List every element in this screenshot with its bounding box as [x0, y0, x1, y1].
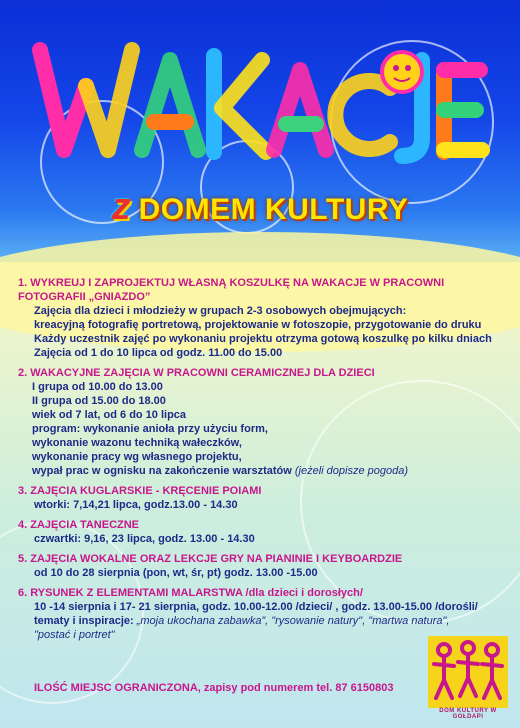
activities-list — [18, 276, 514, 648]
section-heading: 1. WYKREUJ I ZAPROJEKTUJ WŁASNĄ KOSZULKĘ NA WAKACJE W PRACOWNI FOTOGRAFII „GNIAZDO” — [18, 277, 445, 303]
section-line: wtorki: 7,14,21 lipca, godz.13.00 - 14.30 — [34, 499, 238, 511]
section-2 — [18, 366, 514, 478]
section-5 — [18, 552, 514, 580]
section-line: I grupa od 10.00 do 13.00 — [32, 381, 163, 393]
themes-list: „moja ukochana zabawka”, "rysowanie natury", "martwa natura", — [136, 615, 450, 627]
section-line: Zajęcia od 1 do 10 lipca od godz. 11.00 do 15.00 — [34, 347, 283, 359]
section-body — [18, 304, 514, 360]
section-line: Każdy uczestnik zajęć po wykonaniu projektu otrzyma gotową koszulkę po kilku dniach — [34, 333, 492, 345]
section-3 — [18, 484, 514, 512]
section-body — [18, 532, 514, 546]
section-line-text: wypał prac w ognisku na zakończenie warsztatów — [32, 465, 292, 477]
subtitle — [0, 186, 520, 229]
weather-note: (jeżeli dopisze pogoda) — [294, 465, 408, 477]
header-banner — [0, 0, 520, 262]
section-line — [32, 464, 514, 478]
section-line: Zajęcia dla dzieci i młodzieży w grupach 2-3 osobowych obejmujących: — [34, 305, 407, 317]
footer-registration: ILOŚĆ MIEJSC OGRANICZONA, zapisy pod numerem tel. 87 6150803 — [34, 682, 394, 694]
section-line: kreacyjną fotografię portretową, projektowanie w fotoszopie, przygotowanie do druku — [34, 319, 482, 331]
subtitle-domem-kultury: DOMEM KULTURY — [138, 193, 409, 226]
section-4 — [18, 518, 514, 546]
section-line: od 10 do 28 sierpnia (pon, wt, śr, pt) godz. 13.00 -15.00 — [34, 567, 318, 579]
section-line: wykonanie pracy wg własnego projektu, — [32, 451, 242, 463]
wakacje-title-logo — [30, 30, 490, 170]
section-line: wykonanie wazonu techniką wałeczków, — [32, 437, 242, 449]
section-body — [18, 566, 514, 580]
themes-label: tematy i inspiracje: — [34, 615, 134, 627]
subtitle-z: z — [111, 186, 131, 228]
section-heading: 2. WAKACYJNE ZAJĘCIA W PRACOWNI CERAMICZNEJ DLA DZIECI — [18, 367, 375, 379]
section-line — [34, 614, 514, 628]
sun-emblem-icon — [382, 52, 422, 92]
section-line: wiek od 7 lat, od 6 do 10 lipca — [32, 409, 187, 421]
section-6 — [18, 586, 514, 642]
logo-caption: DOM KULTURY W GOŁDAPI — [439, 708, 497, 720]
section-line: czwartki: 9,16, 23 lipca, godz. 13.00 - 14.30 — [34, 533, 255, 545]
section-line: II grupa od 15.00 do 18.00 — [32, 395, 166, 407]
section-body — [18, 498, 514, 512]
section-1 — [18, 276, 514, 360]
section-heading: 3. ZAJĘCIA KUGLARSKIE - KRĘCENIE POIAMI — [18, 485, 262, 497]
themes-list-cont: "postać i portret" — [34, 629, 115, 641]
section-heading: 6. RYSUNEK Z ELEMENTAMI MALARSTWA /dla dzieci i dorosłych/ — [18, 587, 363, 599]
section-heading: 4. ZAJĘCIA TANECZNE — [18, 519, 140, 531]
section-line: 10 -14 sierpnia i 17- 21 sierpnia, godz. 10.00-12.00 /dzieci/ , godz. 13.00-15.00 /dorośli/ — [34, 601, 478, 613]
section-line: program: wykonanie anioła przy użyciu form, — [32, 423, 268, 435]
section-heading: 5. ZAJĘCIA WOKALNE ORAZ LEKCJE GRY NA PIANINIE I KEYBOARDZIE — [18, 553, 403, 565]
section-body — [18, 380, 514, 478]
